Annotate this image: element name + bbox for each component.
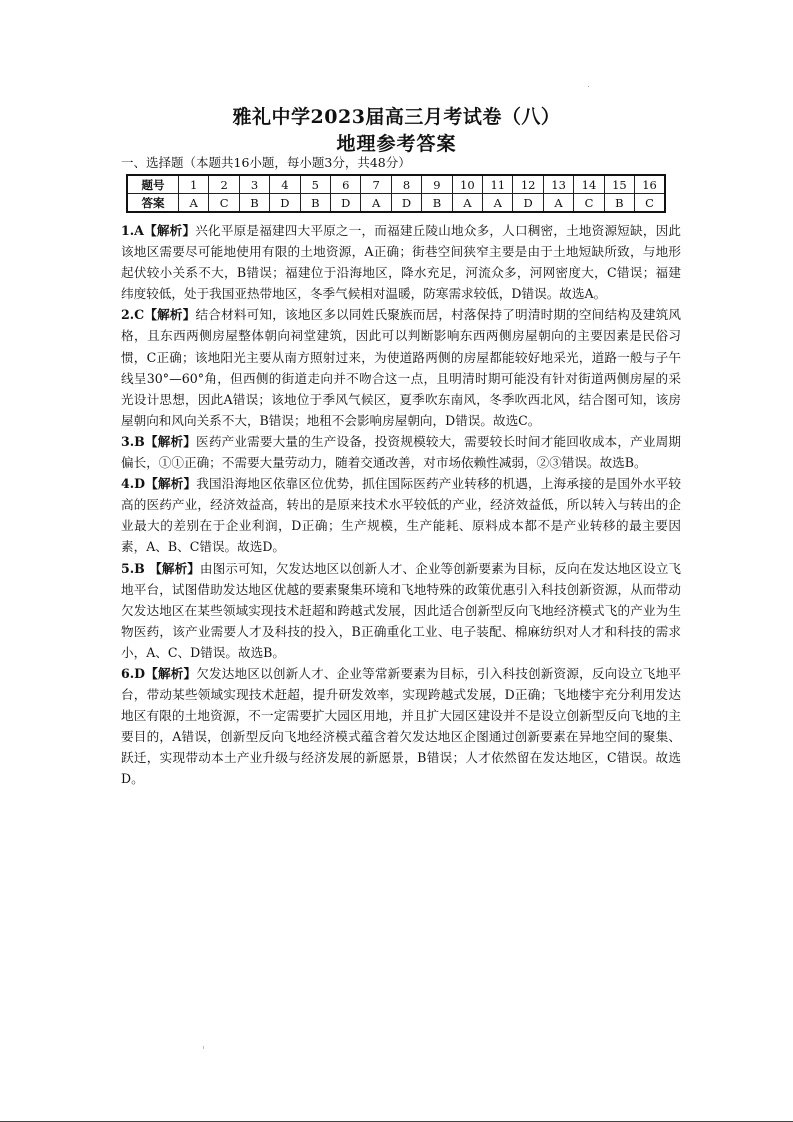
explanations [121, 220, 681, 790]
question-number: 1 [179, 175, 209, 194]
question-number: 4 [270, 175, 300, 194]
question-number: 9 [422, 175, 452, 194]
explanation-1 [121, 220, 681, 304]
scan-speck [203, 1046, 204, 1049]
question-number: 8 [391, 175, 421, 194]
answer-row [127, 194, 665, 213]
answer-cell: D [391, 194, 421, 213]
explanation-head: 2.C【解析】 [121, 307, 196, 323]
answer-cell: A [483, 194, 513, 213]
answer-cell: A [361, 194, 391, 213]
explanation-text: 医药产业需要大量的生产设备，投资规模较大，需要较长时间才能回收成本，产业周期偏长，①①正确；不需要大量劳动力，随着交通改善，对市场依赖性减弱，②③错误。故选B。 [121, 433, 682, 471]
answer-cell: B [422, 194, 452, 213]
answer-cell: A [452, 194, 482, 213]
explanation-6 [121, 663, 681, 790]
explanation-text: 我国沿海地区依靠区位优势，抓住国际医药产业转移的机遇，上海承接的是国外水平较高的医药产业，经济效益高，转出的是原来技术水平较低的产业，经济效益低，所以转入与转出的企业最大的差别在于企业利润，D正确；生产规模，生产能耗、原料成本都不是产业转移的最主要因素，A、B、C错误。故选D。 [121, 476, 681, 555]
explanation-2 [121, 304, 681, 431]
answer-cell: C [635, 194, 665, 213]
section-heading: 一、选择题（本题共16小题，每小题3分，共48分） [121, 155, 411, 170]
explanation-3 [121, 431, 681, 473]
question-number: 12 [513, 175, 543, 194]
answer-cell: B [300, 194, 330, 213]
answer-cell: D [270, 194, 300, 213]
scan-speck [588, 86, 589, 87]
question-number: 10 [452, 175, 482, 194]
question-number: 13 [543, 175, 573, 194]
explanation-text: 欠发达地区以创新人才、企业等常新要素为目标，引入科技创新资源，反向设立飞地平台，带动某些领域实现技术赶超，提升研发效率，实现跨越式发展，D正确；飞地楼宇充分利用发达地区有限的土地资源，不一定需要扩大园区用地，并且扩大园区建设并不是设立创新型反向飞地的主要目的，A错误，创新型反向飞地经济模式蕴含着欠发达地区企图通过创新要素在异地空间的聚集、跃迁，实现带动本土产业升级与经济发展的新愿景，B错误；人才依然留在发达地区，C错误。故选D。 [121, 665, 681, 787]
question-number: 2 [209, 175, 239, 194]
question-number: 15 [604, 175, 634, 194]
question-number: 11 [483, 175, 513, 194]
question-number: 6 [331, 175, 361, 194]
question-number: 5 [300, 175, 330, 194]
explanation-5 [121, 558, 681, 663]
explanation-4 [121, 473, 681, 557]
answer-cell: D [331, 194, 361, 213]
question-number: 16 [635, 175, 665, 194]
answer-cell: C [209, 194, 239, 213]
answer-cell: C [574, 194, 604, 213]
explanation-head: 6.D【解析】 [121, 665, 197, 681]
answer-table [126, 174, 666, 213]
explanation-head: 3.B【解析】 [121, 433, 197, 449]
question-number: 3 [239, 175, 269, 194]
answer-cell: A [179, 194, 209, 213]
explanation-text: 由图示可知，欠发达地区以创新人才、企业等创新要素为目标，反向在发达地区设立飞地平台，试图借助发达地区优越的要素聚集环境和飞地特殊的政策优惠引入科技创新资源，从而带动欠发达地区在某些领域实现技术赶超和跨越式发展，因此适合创新型反向飞地经济模式飞的产业为生物医药，该产业需要人才及科技的投入，B正确重化工业、电子装配、棉麻纺织对人才和科技的需求小，A、C、D错误。故选B。 [121, 560, 682, 660]
row-label-answer: 答案 [127, 194, 179, 213]
question-number-row [127, 175, 665, 194]
answer-cell: B [604, 194, 634, 213]
question-number: 14 [574, 175, 604, 194]
page-subtitle: 地理参考答案 [336, 133, 457, 155]
explanation-text: 结合材料可知，该地区多以同姓氏聚族而居，村落保持了明清时期的空间结构及建筑风格，且东西两侧房屋整体朝向祠堂建筑，因此可以判断影响东西两侧房屋朝向的主要因素是民俗习惯，C正确；该地阳光主要从南方照射过来，为使道路两侧的房屋都能较好地采光，道路一般与子午线呈30°—60°角，但西侧的街道走向并不吻合这一点，且明清时期可能没有针对街道两侧房屋的采光设计思想，因此A错误；该地位于季风气候区，夏季吹东南风，冬季吹西北风，结合图可知，该房屋朝向和风向关系不大，B错误；地租不会影响房屋朝向，D错误。故选C。 [121, 307, 682, 428]
row-label-question-number: 题号 [127, 175, 179, 194]
answer-cell: D [513, 194, 543, 213]
answer-cell: B [239, 194, 269, 213]
explanation-text: 兴化平原是福建四大平原之一，而福建丘陵山地众多，人口稠密，土地资源短缺，因此该地区需要尽可能地使用有限的土地资源，A正确；街巷空间狭窄主要是由于土地短缺所致，与地形起伏较小关系不大，B错误；福建位于沿海地区，降水充足，河流众多，河网密度大，C错误；福建纬度较低，处于我国亚热带地区，冬季气候相对温暖，防寒需求较低，D错误。故选A。 [121, 223, 681, 302]
explanation-head: 4.D【解析】 [121, 476, 197, 492]
explanation-head: 5.B 【解析】 [121, 560, 200, 576]
explanation-head: 1.A【解析】 [121, 223, 196, 238]
answer-cell: A [543, 194, 573, 213]
page-title: 雅礼中学2023届高三月考试卷（八） [232, 106, 561, 128]
question-number: 7 [361, 175, 391, 194]
